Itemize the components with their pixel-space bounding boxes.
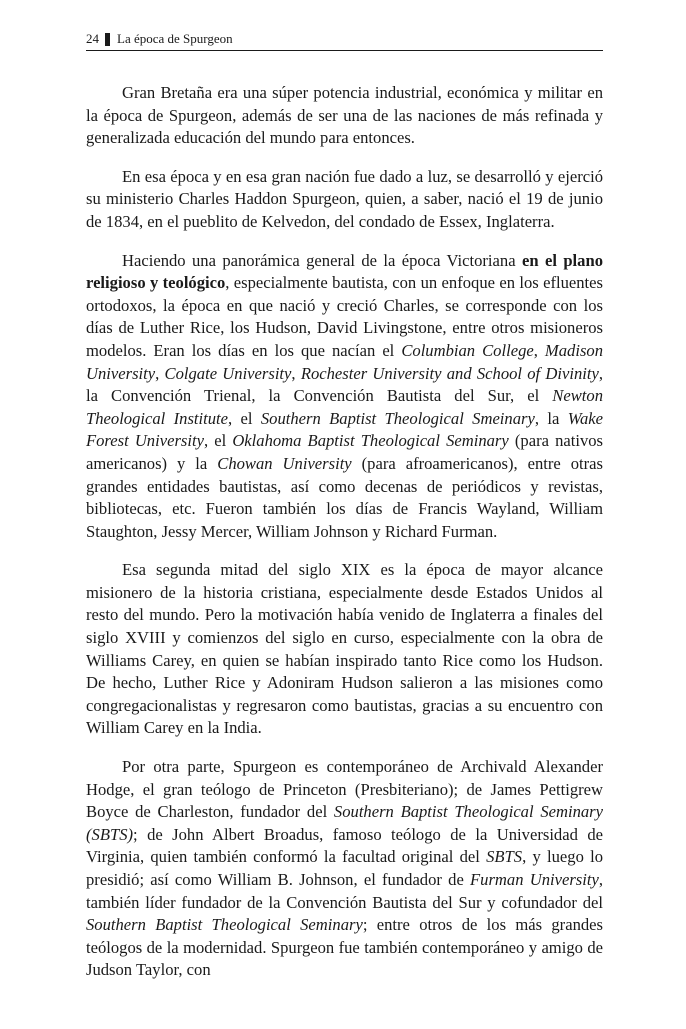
paragraph	[86, 756, 603, 982]
italic-title: Chowan University	[217, 453, 352, 473]
italic-title: Wake Forest University	[86, 408, 604, 451]
italic-title: Southern Baptist Theological Seminary (SBTS)	[86, 802, 603, 844]
italic-title: Rochester University and School of Divinity	[300, 363, 599, 383]
italic-title: Oklahoma Baptist Theological Seminary	[232, 431, 509, 451]
header-separator-mark	[105, 33, 110, 46]
italic-title: Newton Theological Institute	[86, 386, 603, 428]
text-run: En esa época y en esa gran nación fue dado a luz, se desarrolló y ejerció su ministerio Charles Haddon Spurgeon, quien, a saber, nació el 19 de junio de 1834, en el pueblito de Kelvedon, del condado de Essex, Inglaterra.	[86, 166, 603, 231]
paragraph	[86, 82, 603, 150]
italic-title: Colgate University	[164, 363, 292, 383]
italic-title: SBTS	[486, 847, 523, 867]
italic-title: Southern Baptist Theological Seminary	[86, 915, 363, 935]
page-number: 24	[86, 31, 99, 46]
paragraph	[86, 559, 603, 740]
text-run: (para nativos americanos) y la	[86, 431, 604, 473]
italic-title: Columbian College	[401, 340, 534, 360]
text-run: Por otra parte, Spurgeon es contemporáneo de Archivald Alexander Hodge, el gran teólogo de Princeton (Presbiteriano); de James Pettigrew Boyce de Charleston, fundador del	[86, 757, 603, 822]
text-run: ; entre otros de los más grandes teólogos de la modernidad. Spurgeon fue también contemporáneo y amigo de Judson Taylor, con	[86, 915, 603, 980]
text-run: , y luego lo presidió; así como William B. Johnson, el fundador de	[86, 847, 604, 889]
text-run: Esa segunda mitad del siglo XIX es la época de mayor alcance misionero de la historia cristiana, especialmente desde Estados Unidos al resto del mundo. Pero la motivación había venido de Inglaterra a finales del siglo XVIII y comienzos del siglo en curso, especialmente con la obra de Williams Carey, en quien se habían inspirado tanto Rice como los Hudson. De hecho, Luther Rice y Adoniram Hudson salieron a las misiones como congregacionalistas y regresaron como bautistas, gracias a su encuentro con William Carey en la India.	[86, 560, 603, 738]
text-run: ,	[533, 340, 545, 360]
italic-title: Southern Baptist Theological Smeinary	[260, 408, 535, 428]
text-run: Gran Bretaña era una súper potencia industrial, económica y militar en la época de Spurgeon, además de ser una de las naciones de más refinada y generalizada educación del mundo para entonces.	[86, 83, 603, 148]
text-run: ; de John Albert Broadus, famoso teólogo de la Universidad de Virginia, quien también conformó la facultad original del	[86, 824, 603, 867]
paragraph	[86, 166, 603, 234]
text-run: , el	[228, 408, 261, 428]
text-run: , el	[203, 431, 233, 451]
running-title: La época de Spurgeon	[117, 31, 233, 46]
bold-text: en el plano religioso y teológico	[86, 250, 603, 293]
text-run: , la	[534, 408, 568, 428]
running-header	[86, 31, 603, 51]
text-run: , la Convención Trienal, la Convención Bautista del Sur, el	[86, 363, 604, 406]
italic-title: Furman University	[470, 870, 599, 889]
text-run: ,	[291, 363, 301, 383]
text-run: , también líder fundador de la Convención Bautista del Sur y cofundador del	[86, 870, 603, 912]
italic-title: Madison University	[86, 340, 603, 383]
text-run: , especialmente bautista, con un enfoque en los efluentes ortodoxos, la época en que nació y creció Charles, se corresponde con los días de Luther Rice, los Hudson, David Livingstone, entre otros misioneros modelos. Eran los días en los que nacían el	[86, 273, 603, 360]
text-run: Haciendo una panorámica general de la época Victoriana	[122, 250, 522, 270]
paragraph	[86, 250, 603, 544]
text-run: ,	[155, 363, 165, 383]
body-text	[86, 82, 603, 998]
text-run: (para afroamericanos), entre otras grandes entidades bautistas, así como decenas de periódicos y revistas, bibliotecas, etc. Fueron también los días de Francis Wayland, William Staughton, Jessy Mercer, William Johnson y Richard Furman.	[86, 453, 603, 541]
